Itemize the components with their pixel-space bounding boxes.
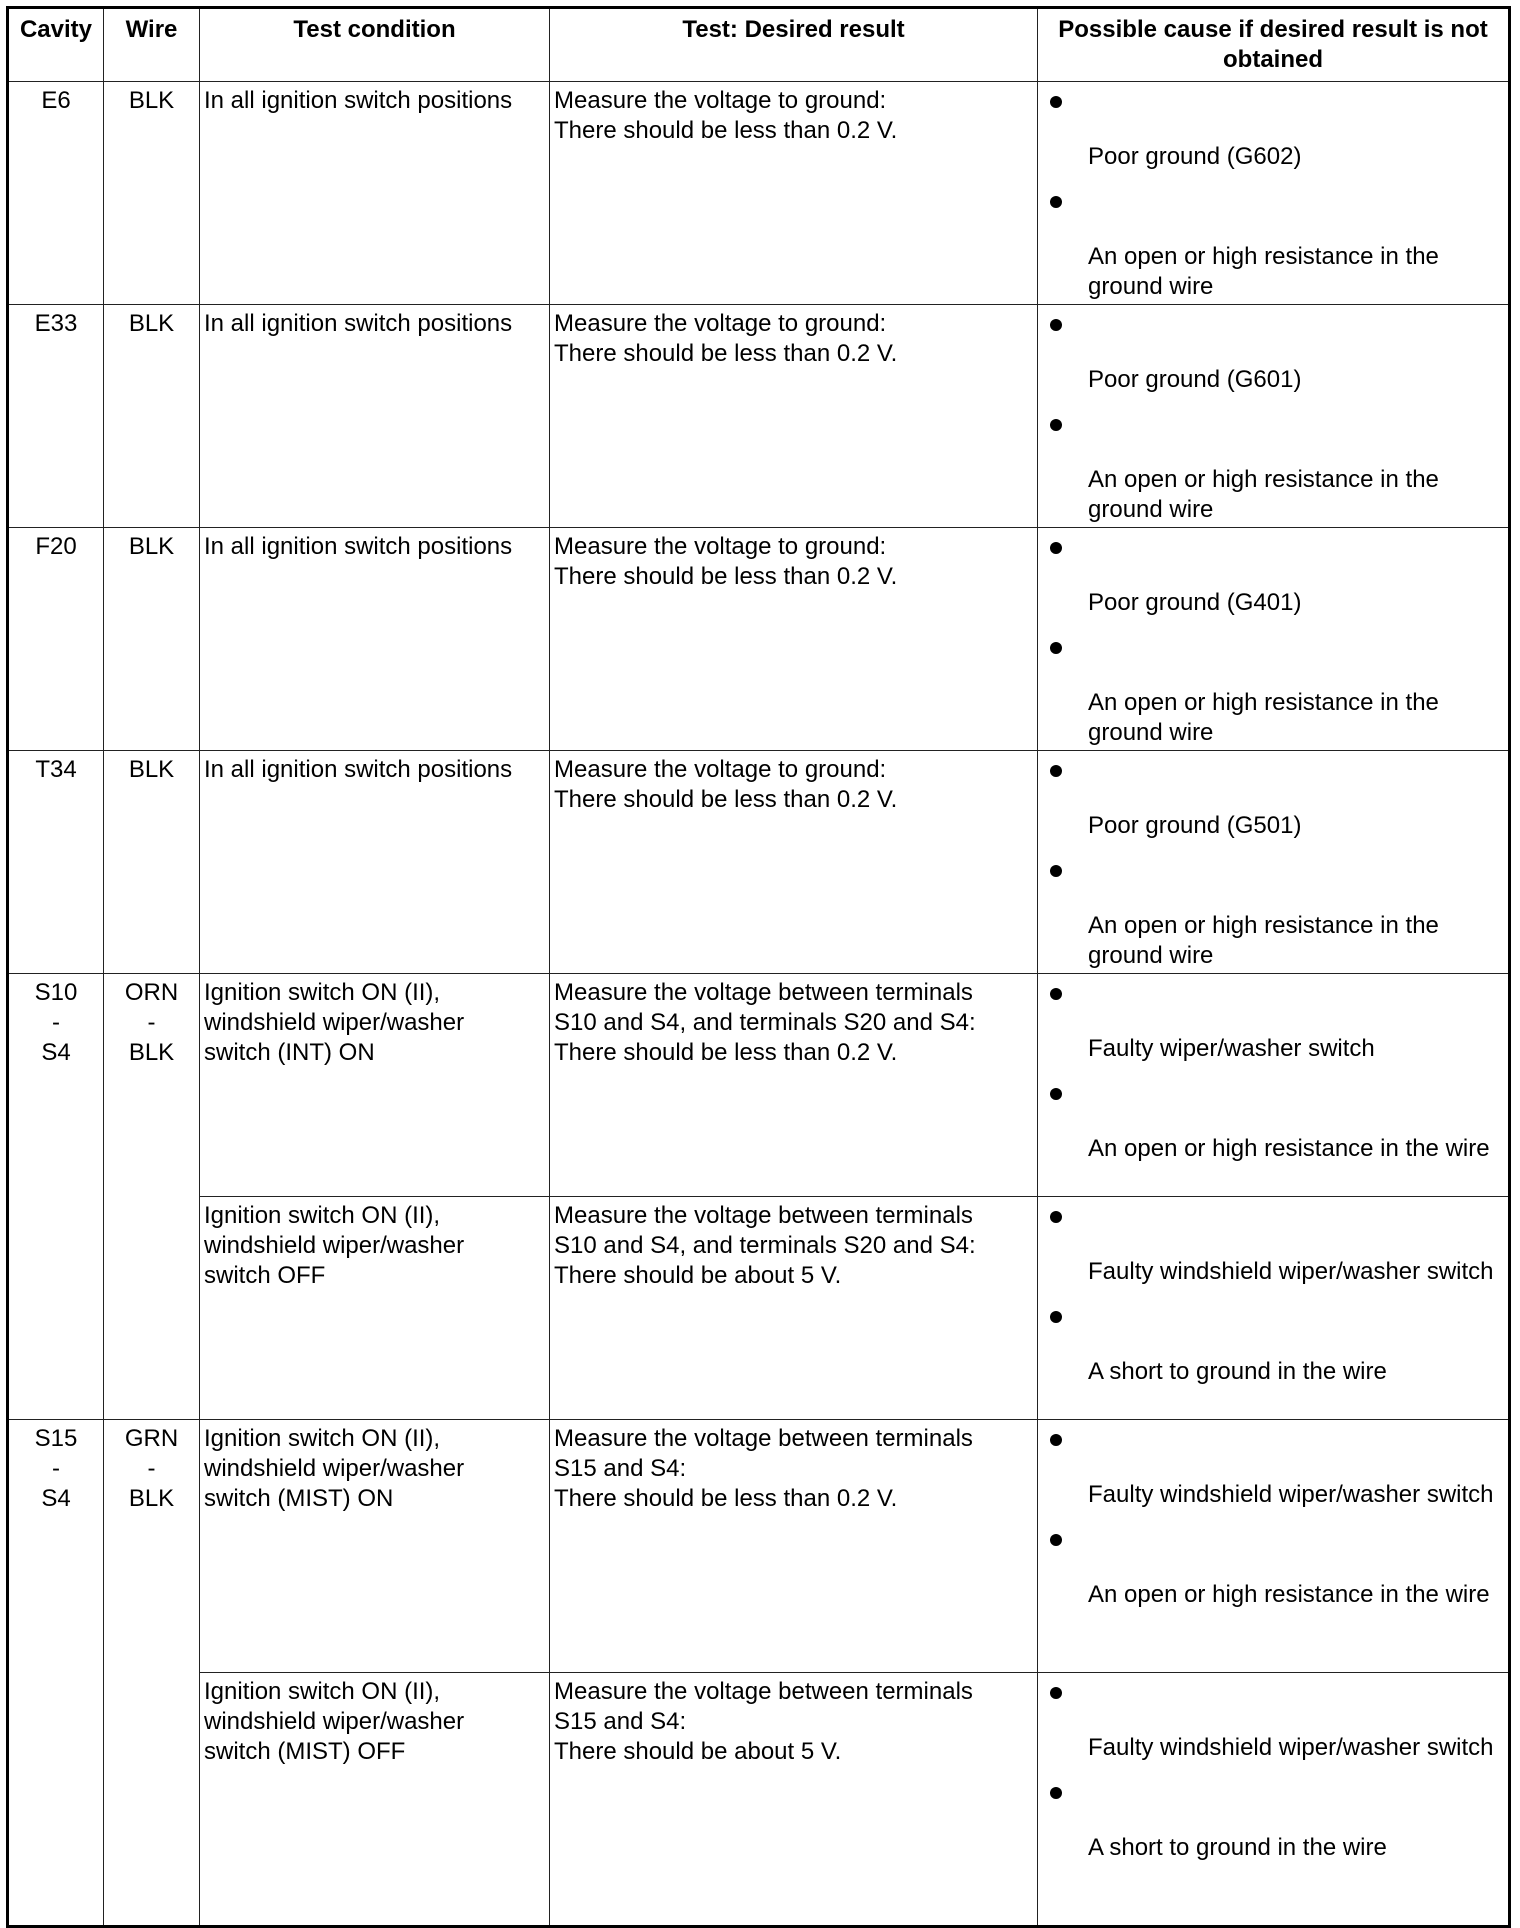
cause-text: Poor ground (G601)	[1088, 366, 1302, 393]
desired-result-cell-line: Measure the voltage between terminals	[554, 979, 973, 1006]
header-test-condition: Test condition	[200, 8, 550, 82]
bullet-icon	[1050, 865, 1062, 877]
wire-cell-line: ORN	[124, 979, 179, 1006]
test-condition-cell-line: windshield wiper/washer	[204, 1708, 465, 1735]
wire-cell	[104, 974, 200, 1420]
wire-cell-line: -	[147, 1455, 156, 1482]
test-condition-cell	[200, 305, 550, 528]
bullet-icon	[1050, 1787, 1062, 1799]
table-row	[8, 305, 1510, 528]
desired-result-cell-line: Measure the voltage between terminals	[554, 1425, 973, 1452]
cavity-cell	[8, 751, 104, 974]
cause-text: Poor ground (G401)	[1088, 589, 1302, 616]
desired-result-cell	[550, 1673, 1038, 1927]
cavity-cell-line: F20	[35, 533, 77, 560]
table-row	[8, 528, 1510, 751]
test-condition-cell-line: In all ignition switch positions	[204, 533, 513, 560]
cause-item	[1054, 1201, 1502, 1287]
cause-item	[1054, 1078, 1502, 1164]
cause-text: A short to ground in the wire	[1088, 1834, 1387, 1861]
cause-item	[1054, 309, 1502, 395]
test-condition-cell	[200, 82, 550, 305]
header-desired-result: Test: Desired result	[550, 8, 1038, 82]
bullet-icon	[1050, 542, 1062, 554]
bullet-icon	[1050, 1534, 1062, 1546]
wire-cell-line: BLK	[128, 1039, 175, 1066]
cavity-cell-line: S4	[41, 1039, 71, 1066]
desired-result-cell	[550, 751, 1038, 974]
cavity-cell-line: S15	[34, 1425, 78, 1452]
table-body	[8, 82, 1510, 1927]
possible-cause-cell	[1038, 974, 1510, 1197]
wire-cell	[104, 305, 200, 528]
test-condition-cell-line: switch OFF	[204, 1262, 326, 1289]
cause-item	[1054, 186, 1502, 302]
desired-result-cell-line: Measure the voltage to ground:	[554, 310, 887, 337]
cause-item	[1054, 532, 1502, 618]
test-condition-cell-line: In all ignition switch positions	[204, 87, 513, 114]
cause-text: An open or high resistance in the ground wire	[1088, 912, 1439, 969]
table-row	[8, 751, 1510, 974]
cavity-cell	[8, 82, 104, 305]
cause-item	[1054, 409, 1502, 525]
desired-result-cell-line: S10 and S4, and terminals S20 and S4:	[554, 1232, 976, 1259]
possible-cause-cell	[1038, 1420, 1510, 1673]
bullet-icon	[1050, 1311, 1062, 1323]
cause-item	[1054, 1524, 1502, 1610]
test-condition-cell	[200, 751, 550, 974]
possible-cause-cell	[1038, 305, 1510, 528]
bullet-icon	[1050, 642, 1062, 654]
cavity-cell-line: S4	[41, 1485, 71, 1512]
cause-item	[1054, 1424, 1502, 1510]
desired-result-cell-line: Measure the voltage between terminals	[554, 1202, 973, 1229]
table-row	[8, 82, 1510, 305]
test-condition-cell	[200, 528, 550, 751]
cause-item	[1054, 1777, 1502, 1863]
desired-result-cell	[550, 82, 1038, 305]
wire-cell-line: BLK	[128, 310, 175, 337]
wire-cell	[104, 1420, 200, 1927]
desired-result-cell-line: There should be about 5 V.	[554, 1262, 842, 1289]
cause-item	[1054, 1301, 1502, 1387]
desired-result-cell-line: Measure the voltage to ground:	[554, 87, 887, 114]
cause-item	[1054, 978, 1502, 1064]
wire-cell-line: BLK	[128, 87, 175, 114]
desired-result-cell-line: There should be less than 0.2 V.	[554, 1485, 898, 1512]
test-condition-cell-line: In all ignition switch positions	[204, 310, 513, 337]
desired-result-cell-line: S15 and S4:	[554, 1708, 687, 1735]
cause-item	[1054, 855, 1502, 971]
diagnostic-table	[6, 6, 1511, 1928]
test-condition-cell	[200, 1420, 550, 1673]
cause-text: Faulty wiper/washer switch	[1088, 1035, 1375, 1062]
cause-text: An open or high resistance in the ground wire	[1088, 466, 1439, 523]
test-condition-cell-line: Ignition switch ON (II),	[204, 1678, 441, 1705]
desired-result-cell	[550, 1420, 1038, 1673]
bullet-icon	[1050, 319, 1062, 331]
bullet-icon	[1050, 419, 1062, 431]
cause-text: A short to ground in the wire	[1088, 1358, 1387, 1385]
table-row	[8, 974, 1510, 1197]
test-condition-cell-line: windshield wiper/washer	[204, 1455, 465, 1482]
cavity-cell	[8, 974, 104, 1420]
header-cavity: Cavity	[8, 8, 104, 82]
desired-result-cell-line: S10 and S4, and terminals S20 and S4:	[554, 1009, 976, 1036]
cause-text: Faulty windshield wiper/washer switch	[1088, 1734, 1494, 1761]
desired-result-cell-line: There should be less than 0.2 V.	[554, 340, 898, 367]
test-condition-cell-line: windshield wiper/washer	[204, 1009, 465, 1036]
test-condition-cell-line: switch (MIST) OFF	[204, 1738, 406, 1765]
cause-text: An open or high resistance in the wire	[1088, 1135, 1490, 1162]
wire-cell	[104, 82, 200, 305]
desired-result-cell	[550, 528, 1038, 751]
cause-item	[1054, 1677, 1502, 1763]
wire-cell-line: BLK	[128, 533, 175, 560]
cause-text: Faulty windshield wiper/washer switch	[1088, 1481, 1494, 1508]
cavity-cell-line: S10	[34, 979, 78, 1006]
bullet-icon	[1050, 1434, 1062, 1446]
header-row	[8, 8, 1510, 82]
desired-result-cell	[550, 974, 1038, 1197]
test-condition-cell-line: Ignition switch ON (II),	[204, 979, 441, 1006]
cause-item	[1054, 632, 1502, 748]
table-row	[8, 1673, 1510, 1927]
wire-cell	[104, 528, 200, 751]
possible-cause-cell	[1038, 528, 1510, 751]
desired-result-cell-line: There should be about 5 V.	[554, 1738, 842, 1765]
test-condition-cell-line: In all ignition switch positions	[204, 756, 513, 783]
wire-cell-line: -	[147, 1009, 156, 1036]
table-row	[8, 1420, 1510, 1673]
cause-text: Faulty windshield wiper/washer switch	[1088, 1258, 1494, 1285]
bullet-icon	[1050, 196, 1062, 208]
cavity-cell-line: -	[52, 1455, 60, 1482]
possible-cause-cell	[1038, 1673, 1510, 1927]
desired-result-cell-line: Measure the voltage to ground:	[554, 756, 887, 783]
header-wire: Wire	[104, 8, 200, 82]
possible-cause-cell	[1038, 1197, 1510, 1420]
cause-text: An open or high resistance in the ground wire	[1088, 689, 1439, 746]
wire-cell-line: GRN	[124, 1425, 179, 1452]
desired-result-cell-line: There should be less than 0.2 V.	[554, 786, 898, 813]
possible-cause-cell	[1038, 82, 1510, 305]
test-condition-cell-line: Ignition switch ON (II),	[204, 1202, 441, 1229]
wire-cell-line: BLK	[128, 756, 175, 783]
bullet-icon	[1050, 765, 1062, 777]
cavity-cell-line: E6	[41, 87, 71, 114]
wire-cell-line: BLK	[128, 1485, 175, 1512]
cause-text: An open or high resistance in the ground wire	[1088, 243, 1439, 300]
wire-cell	[104, 751, 200, 974]
bullet-icon	[1050, 1211, 1062, 1223]
test-condition-cell	[200, 1673, 550, 1927]
desired-result-cell-line: Measure the voltage to ground:	[554, 533, 887, 560]
bullet-icon	[1050, 96, 1062, 108]
cause-text: An open or high resistance in the wire	[1088, 1581, 1490, 1608]
table-row	[8, 1197, 1510, 1420]
desired-result-cell-line: S15 and S4:	[554, 1455, 687, 1482]
cavity-cell-line: T34	[35, 756, 77, 783]
desired-result-cell-line: There should be less than 0.2 V.	[554, 117, 898, 144]
desired-result-cell-line: There should be less than 0.2 V.	[554, 563, 898, 590]
cavity-cell	[8, 528, 104, 751]
cavity-cell-line: -	[52, 1009, 60, 1036]
desired-result-cell-line: Measure the voltage between terminals	[554, 1678, 973, 1705]
desired-result-cell	[550, 1197, 1038, 1420]
header-possible-cause: Possible cause if desired result is not obtained	[1038, 8, 1510, 82]
cavity-cell	[8, 1420, 104, 1927]
bullet-icon	[1050, 1088, 1062, 1100]
bullet-icon	[1050, 988, 1062, 1000]
possible-cause-cell	[1038, 751, 1510, 974]
desired-result-cell	[550, 305, 1038, 528]
cavity-cell-line: E33	[34, 310, 78, 337]
test-condition-cell-line: switch (INT) ON	[204, 1039, 375, 1066]
bullet-icon	[1050, 1687, 1062, 1699]
test-condition-cell	[200, 974, 550, 1197]
desired-result-cell-line: There should be less than 0.2 V.	[554, 1039, 898, 1066]
test-condition-cell-line: windshield wiper/washer	[204, 1232, 465, 1259]
cause-item	[1054, 86, 1502, 172]
test-condition-cell	[200, 1197, 550, 1420]
cavity-cell	[8, 305, 104, 528]
test-condition-cell-line: switch (MIST) ON	[204, 1485, 394, 1512]
cause-item	[1054, 755, 1502, 841]
test-condition-cell-line: Ignition switch ON (II),	[204, 1425, 441, 1452]
cause-text: Poor ground (G501)	[1088, 812, 1302, 839]
cause-text: Poor ground (G602)	[1088, 143, 1302, 170]
